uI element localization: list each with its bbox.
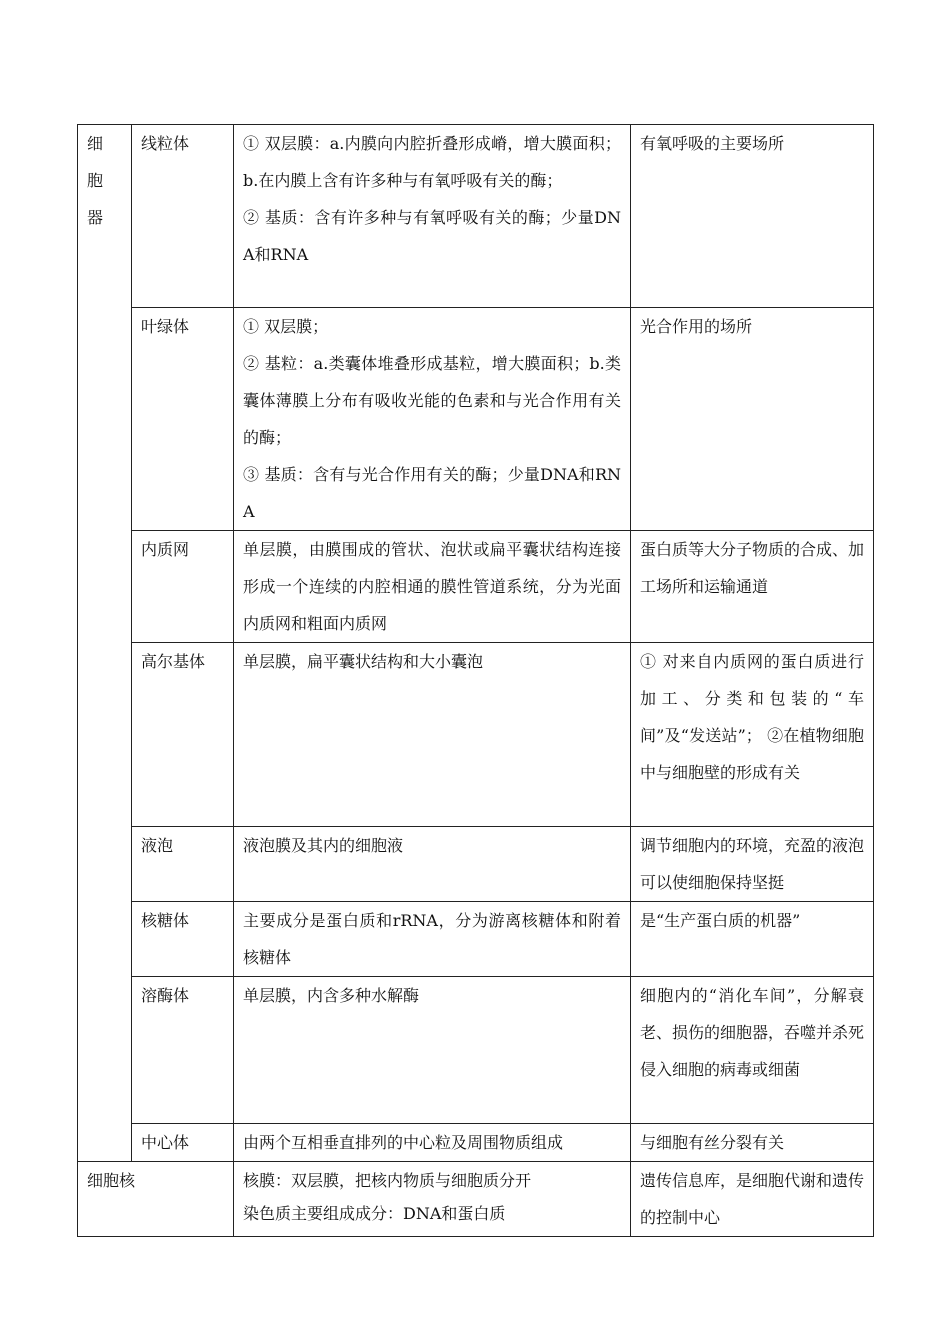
structure-line: ① 双层膜：a.内膜向内腔折叠形成嵴，增大膜面积；b.在内膜上含有许多种与有氧呼吸有关的酶； (243, 134, 621, 190)
table-row (78, 531, 874, 643)
nucleus-name: 细胞核 (78, 1162, 234, 1237)
structure-cell (234, 827, 631, 902)
structure-line: 由两个互相垂直排列的中心粒及周围物质组成 (243, 1133, 564, 1152)
structure-cell (234, 531, 631, 643)
table-row (78, 827, 874, 902)
organelle-name: 线粒体 (132, 125, 234, 308)
organelle-name: 内质网 (132, 531, 234, 643)
structure-line: 单层膜，内含多种水解酶 (243, 986, 420, 1005)
structure-line: ① 双层膜； (243, 317, 329, 336)
category-label: 细胞器 (87, 134, 104, 227)
category-cell-organelle (78, 125, 132, 1162)
structure-cell (234, 643, 631, 827)
structure-line: 主要成分是蛋白质和rRNA，分为游离核糖体和附着核糖体 (243, 911, 621, 967)
organelle-name: 核糖体 (132, 902, 234, 977)
organelle-name: 叶绿体 (132, 308, 234, 531)
table-row (78, 977, 874, 1124)
organelle-name: 溶酶体 (132, 977, 234, 1124)
function-cell: 调节细胞内的环境，充盈的液泡可以使细胞保持坚挺 (631, 827, 874, 902)
function-cell: 遗传信息库，是细胞代谢和遗传的控制中心 (631, 1162, 874, 1237)
function-cell: 细胞内的“消化车间”，分解衰老、损伤的细胞器，吞噬并杀死侵入细胞的病毒或细菌 (631, 977, 874, 1124)
organelle-name: 高尔基体 (132, 643, 234, 827)
structure-line: ② 基粒：a.类囊体堆叠形成基粒，增大膜面积；b.类囊体薄膜上分布有吸收光能的色素和与光合作用有关的酶； (243, 354, 621, 447)
structure-cell (234, 125, 631, 308)
function-cell: 有氧呼吸的主要场所 (631, 125, 874, 308)
structure-line: 单层膜，由膜围成的管状、泡状或扁平囊状结构连接形成一个连续的内腔相通的膜性管道系统，分为光面内质网和粗面内质网 (243, 540, 621, 633)
table-row (78, 643, 874, 827)
table-row (78, 902, 874, 977)
table-row (78, 308, 874, 531)
structure-cell (234, 902, 631, 977)
structure-line: 核膜：双层膜，把核内物质与细胞质分开 (243, 1171, 532, 1190)
organelle-name: 中心体 (132, 1124, 234, 1162)
structure-cell (234, 308, 631, 531)
table-row (78, 125, 874, 308)
structure-line: 单层膜，扁平囊状结构和大小囊泡 (243, 652, 484, 671)
table-row (78, 1162, 874, 1237)
structure-line: ② 基质：含有许多种与有氧呼吸有关的酶；少量DNA和RNA (243, 208, 621, 264)
function-cell: 蛋白质等大分子物质的合成、加工场所和运输通道 (631, 531, 874, 643)
function-cell: ① 对来自内质网的蛋白质进行加工、分类和包装的“车间”及“发送站”； ②在植物细胞中与细胞壁的形成有关 (631, 643, 874, 827)
organelle-name: 液泡 (132, 827, 234, 902)
structure-cell (234, 977, 631, 1124)
table-row (78, 1124, 874, 1162)
function-cell: 光合作用的场所 (631, 308, 874, 531)
structure-line: 液泡膜及其内的细胞液 (243, 836, 404, 855)
function-cell: 与细胞有丝分裂有关 (631, 1124, 874, 1162)
structure-line: ③ 基质：含有与光合作用有关的酶；少量DNA和RNA (243, 465, 621, 521)
organelle-table (77, 124, 874, 1237)
function-cell: 是“生产蛋白质的机器” (631, 902, 874, 977)
structure-cell (234, 1124, 631, 1162)
structure-line: 染色质主要组成成分：DNA和蛋白质 (243, 1204, 506, 1223)
structure-cell (234, 1162, 631, 1237)
